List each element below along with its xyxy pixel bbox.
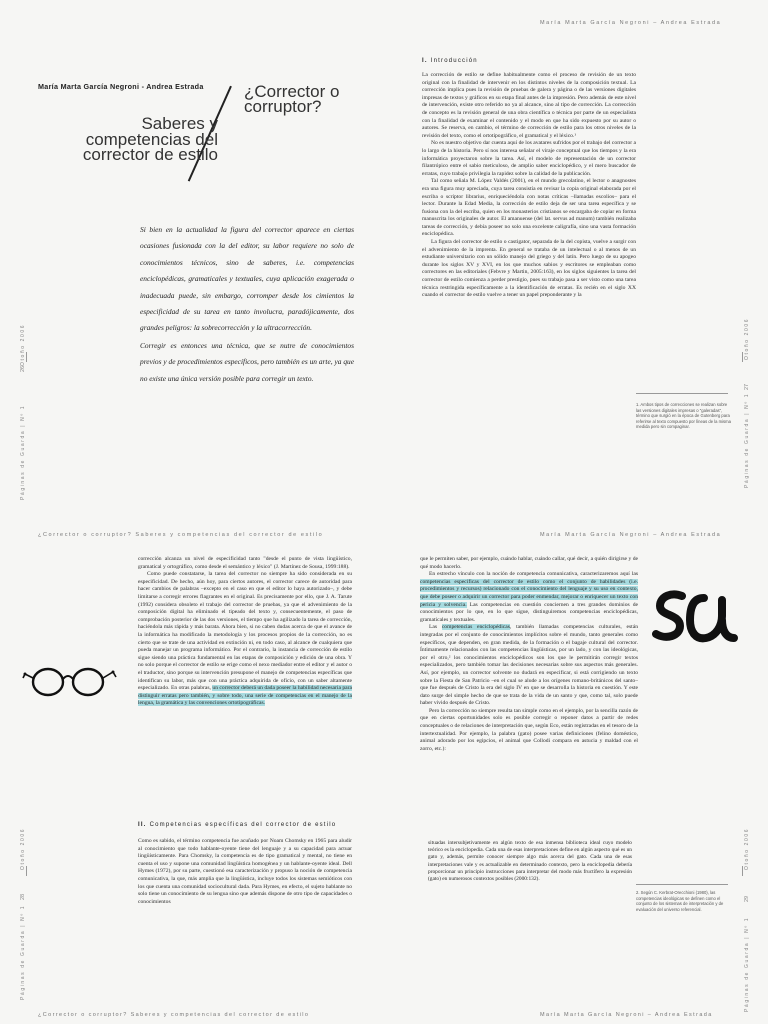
page-number: 29 xyxy=(744,895,750,902)
title-subtitle: Saberes y competencias del corrector de estilo xyxy=(82,114,218,164)
running-head-authors: María Marta García Negroni – Andrea Estrada xyxy=(540,20,722,26)
margin-tick xyxy=(742,866,743,876)
section-heading-1 xyxy=(422,58,478,64)
page-27 xyxy=(384,0,768,512)
margin-tick xyxy=(742,352,743,362)
body-text-column xyxy=(420,556,638,836)
footnote-rule xyxy=(636,884,728,885)
journal-vertical: Páginas de Guarda | Nº 1 xyxy=(20,904,26,1000)
body-paragraph: corrección alcanza un nivel de especificidad tanto "desde el punto de vista lingüístico, gramatical y ortográfico, como desde el semántico y léxico" (J. Martínez de Sousa, 1999:188). xyxy=(138,556,352,570)
body-text: Las xyxy=(429,624,438,631)
margin-tick xyxy=(26,352,27,362)
page-number: 28 xyxy=(20,893,26,900)
body-paragraph: que le permiten saber, por ejemplo, cuándo hablar, cuándo callar, qué decir, a quién dirigirse y de qué modo hacerlo. xyxy=(420,556,638,570)
issue-vertical: Otoño 2006 xyxy=(744,827,750,870)
section-heading-2 xyxy=(138,822,336,828)
page-number: 27 xyxy=(744,383,750,390)
footnote-rule xyxy=(636,393,728,394)
highlighted-text: un corrector deberá un dada poseer la habilidad necesaria para distinguir erratas pero también, y sobre todo, una serie de competencias en el manejo de la lengua, la gramática y las convenciones ortotipográficas. xyxy=(138,685,352,707)
section-title: Competencias específicas del corrector de estilo xyxy=(149,822,337,828)
highlighted-text: competencias específicas del corrector de estilo como el conjunto de habilidades (i.e. procedimientos y recursos) relacionado con el conocimiento del lenguaje y su uso en contexto, que debe poseer o adquirir un corrector para poder enmendar, mejorar o enriquecer un texto con pericia y solvencia. xyxy=(420,578,638,608)
body-paragraph: No es nuestro objetivo dar cuenta aquí de los avatares sufridos por el trabajo del corrector a lo largo de la historia. Pero sí nos interesa señalar el viraje conceptual que los tiempos y la era informática proyectaron sobre la tarea. Así, el modelo de representación de un corrector filantrópico entre el sabio meticuloso, de amplio saber enciclopédico, y el mero buscador de erratas, cuyo trabajo privilegia la rapidez sobre la calidad de la publicación. xyxy=(422,140,636,177)
running-foot-title: ¿Corrector o corruptor? Saberes y competencias del corrector de estilo xyxy=(38,1012,310,1018)
issue-vertical: Otoño 2006 xyxy=(20,827,26,870)
authors: María Marta García Negroni - Andrea Estrada xyxy=(38,82,204,91)
body-text: En estrecho vínculo con la noción de competencia comunicativa, caracterizaremos aquí las xyxy=(429,571,638,578)
running-foot-authors: María Marta García Negroni – Andrea Estrada xyxy=(540,1012,713,1018)
block-quote: situadas intersubjetivamente en algún texto de esa inmensa biblioteca ideal cuyo modelo teórico es la enciclopedia. Cada una de esas interpretaciones define en algún aspecto qué es un gato y, además, permite conocer siempre algo más acerca del gato. Cada una de esas interpretaciones vale y es actualizable en determinado contexto, pero la enciclopedia debería proporcionar un principio instrucciones para interpretar del modo más fructífero la expresión (gato) en numerosos contextos posibles (2000:132). xyxy=(428,840,632,883)
body-paragraph: Tal como señala M. López Valdés (2001), en el mundo grecolatino, el lector o anagnostes era una figura muy apreciada, cuya tarea consistía en revisar la copia original elaborada por el escriba o scriptor librarius, enriqueciéndola con notas críticas –llamadas escolios– para el lector. Durante la Edad Media, la corrección de estilo deja de ser una tarea específica y se fusiona con la del escriba, quien en los monasterios cristianos se encargaba de copiar en forma manuscrita los originales de autor. El amanuense (del lat. servus ad manum) también realizaba tareas de corrección, y debía poseer no solo una excelente caligrafía, sino una vasta formación enciclopédica. xyxy=(422,178,636,238)
section-title: Introducción xyxy=(430,58,478,64)
title-main: ¿Corrector o corruptor? xyxy=(244,82,340,116)
margin-tick xyxy=(26,866,27,876)
section-number: I. xyxy=(422,58,428,64)
running-head-title: ¿Corrector o corruptor? Saberes y competencias del corrector de estilo xyxy=(38,532,324,538)
body-text-column xyxy=(422,72,636,452)
footnote-2: 2. Según C. Kerbrat-Orecchioni (1980), las competencias ideológicas se definen como el conjunto de los sistemas de interpretación y de evaluación del universo referencial. xyxy=(636,890,724,912)
sa-logo-icon xyxy=(652,586,738,648)
body-text-column xyxy=(138,838,352,998)
journal-vertical: Páginas de Guarda | Nº 1 xyxy=(20,404,26,500)
glasses-icon xyxy=(22,652,118,704)
issue-vertical: Otoño 2006 xyxy=(20,323,26,366)
page-29 xyxy=(384,512,768,1024)
footnote-1: 1. Ambos tipos de correcciones se realizan sobre las versiones digitales impresas o "galeradas", término que surgió en la época de Gutenberg para referirse al texto compuesto por líneas de la misma medida pero sin compaginar. xyxy=(636,402,731,430)
body-text: Como puede constatarse, la tarea del corrector no siempre ha sido considerada en su especificidad. De hecho, aún hoy, para ciertos autores, el corrector carece de autoridad para hacer cambios de palabras –excepto en el caso en que el editor lo haya autorizado–, y debe limitarse a corregir errores flagrantes en el original. Es precisamente por ello, que J. A. Tarute (1992) considera obsoleto el trabajo del corrector de pruebas, ya que el advenimiento de la composición digital ha eliminado el tipeado del texto y, consecuentemente, el paso de comprobación posterior de las dos versiones, el tiempo que ha agilizado la tarea de corrección, haciéndola más rápida y más barata. Ahora bien, si no caben dudas acerca de que el avance de la informática ha modificado la metodología y los procesos propios de la corrección, no es cierto que se trate de una actividad en extinción ni, en todo caso, al alcance de cualquiera que pueda manejar un programa informático. Por el contrario, la instancia de corrección de estilo sigue siendo una práctica fundamental en las etapas de composición y edición de una obra. Y no solo porque el corrector de estilo se erige como el nexo mediador entre el editor y el autor o el traductor, sino porque su intervención presupone el manejo de competencias específicas que identifican su labor, más que con una práctica adquirida de oficio, con un saber altamente especializado. En otras palabras, xyxy=(138,571,352,692)
body-text: , también llamadas competencias culturales, están integradas por el conjunto de conocimientos implícitos sobre el mundo, tanto generales como específicos, que dependen, en gran medida, de la formación o el bagaje cultural del corrector. Íntimamente relacionados con las competencias lingüísticas, por un lado, y con las ideológicas, por el otro,² los conocimientos enciclopédicos son los que le permitirán corregir textos especializados, pero también tomar las decisiones necesarias sobre sus aspectos más generales. Así, por ejemplo, un corrector solvente no dudará en especificar, si está corrigiendo un texto sobre la Fiesta de San Patricio –en el cual se alude a los orígenes romano-británicos del santo– que fue después de Cristo la era del siglo IV en que se desarrolla la historia en cuestión. Y este dato surge del simple hecho de que se trata de la vida de un santo y que, como tal, solo puede haber vivido después de Cristo. xyxy=(420,624,638,707)
body-paragraph xyxy=(138,571,352,708)
body-paragraph: Pero la corrección no siempre resulta tan simple como en el ejemplo, por la sencilla razón de que en ciertas oportunidades solo es posible corregir o reponer datos a partir de redes conceptuales o de relaciones de interpretación que, según Eco, están registradas en el tesoro de la intertextualidad. Por ejemplo, la palabra (gato) posee varias definiciones (felino doméstico, animal adorado por los egipcios, el animal que Collodi compara en astucia y maldad con el zorro, etc.): xyxy=(420,707,638,752)
journal-vertical: Páginas de Guarda | Nº 1 xyxy=(744,916,750,1012)
body-text: Las competencias en cuestión conciernen a tres grandes dominios de conocimientos por lo que, en lo que sigue, distinguiremos competencias enciclopédicas, gramaticales y textuales. xyxy=(420,601,638,623)
body-paragraph: Como es sabido, el término competencia fue acuñado por Noam Chomsky en 1965 para aludir al conocimiento que todo hablante-oyente tiene del lenguaje y a su capacidad para actuar lingüísticamente. Para Chomsky, la competencia es de tipo gramatical y mental, no tiene en cuenta el uso y supone una comunidad lingüística homogénea y un hablante-oyente ideal. Dell Hymes (1972), por su parte, cuestionó esa caracterización y propuso la noción de competencia comunicativa, la que, más amplia que la lingüística, incluye todos los sistemas semióticos con los que cuenta una comunidad sociocultural dada. Para Hymes, en efecto, el sujeto hablante no solo tiene un conocimiento de su lengua sino que además dispone de otro tipo de capacidades o conocimientos xyxy=(138,838,352,905)
section-number: II. xyxy=(138,822,147,828)
page-number: 26 xyxy=(20,365,26,372)
abstract xyxy=(140,222,354,387)
running-head-authors: María Marta García Negroni – Andrea Estrada xyxy=(540,532,722,538)
body-paragraph xyxy=(420,624,638,708)
highlighted-text: competencias enciclopédicas xyxy=(441,624,510,631)
abstract-paragraph: Corregir es entonces una técnica, que se nutre de conocimientos previos y de procedimientos específicos, pero también es un arte, ya que no existe una única versión posible para corregir un texto. xyxy=(140,340,354,383)
body-paragraph xyxy=(420,571,638,624)
journal-vertical: Páginas de Guarda | Nº 1 xyxy=(744,392,750,488)
body-paragraph: La corrección de estilo se define habitualmente como el proceso de revisión de un texto original con la finalidad de intervenir en los distintos niveles de la composición textual. La corrección implica pues la revisión de pruebas de galera y página o de las versiones digitales impresas de textos y gráficos en su etapa final antes de la impresión. Pero además de este nivel de intervención, existe otro referido no ya al alcance, sino al tipo de corrección. La corrección de concepto es la revisión general de una obra científica o técnica por parte de un especialista con la finalidad de examinar el contenido y el modo en que ha sido expuesto por su autor o autores. Se reserva, en cambio, el término de corrección de estilo para los otros niveles de la revisión del texto, como el ortotipográfico, el gramatical y el léxico.¹ xyxy=(422,72,636,139)
issue-vertical: Otoño 2006 xyxy=(744,317,750,360)
abstract-paragraph: Si bien en la actualidad la figura del corrector aparece en ciertas ocasiones fusionada con la del editor, su labor requiere no solo de conocimientos técnicos, sino de saberes, i.e. competencias enciclopédicas, gramaticales y textuales, cuya aplicación exagerada o inadecuada puede, sin embargo, corromper desde los cimientos la especificidad de su tarea en tanto involucra, paradójicamente, dos grandes peligros: la sobrecorrección y la ultracorrección. xyxy=(140,225,354,333)
body-text-column xyxy=(138,556,352,800)
body-paragraph: La figura del corrector de estilo o castigator, separada de la del copista, vuelve a surgir con el advenimiento de la imprenta. En general se trataba de un intelectual o al menos de un estudiante universitario con un sólido manejo del griego y del latín. Pero luego de su apogeo durante los siglos XV y XVI, en los que muchos sabios y escritores se empleaban como correctores en las editoriales (Febvre y Martin, 2005:163), en los siglos siguientes la tarea del corrector de estilo comienza a perder prestigio, pues su trabajo pasa a ser visto como una tarea técnica restringida específicamente a la identificación de erratas. Es recién en el siglo XX cuando el corrector de estilo vuelve a tener un papel preponderante y la xyxy=(422,239,636,299)
page-28 xyxy=(0,512,384,1024)
page-26 xyxy=(0,0,384,512)
